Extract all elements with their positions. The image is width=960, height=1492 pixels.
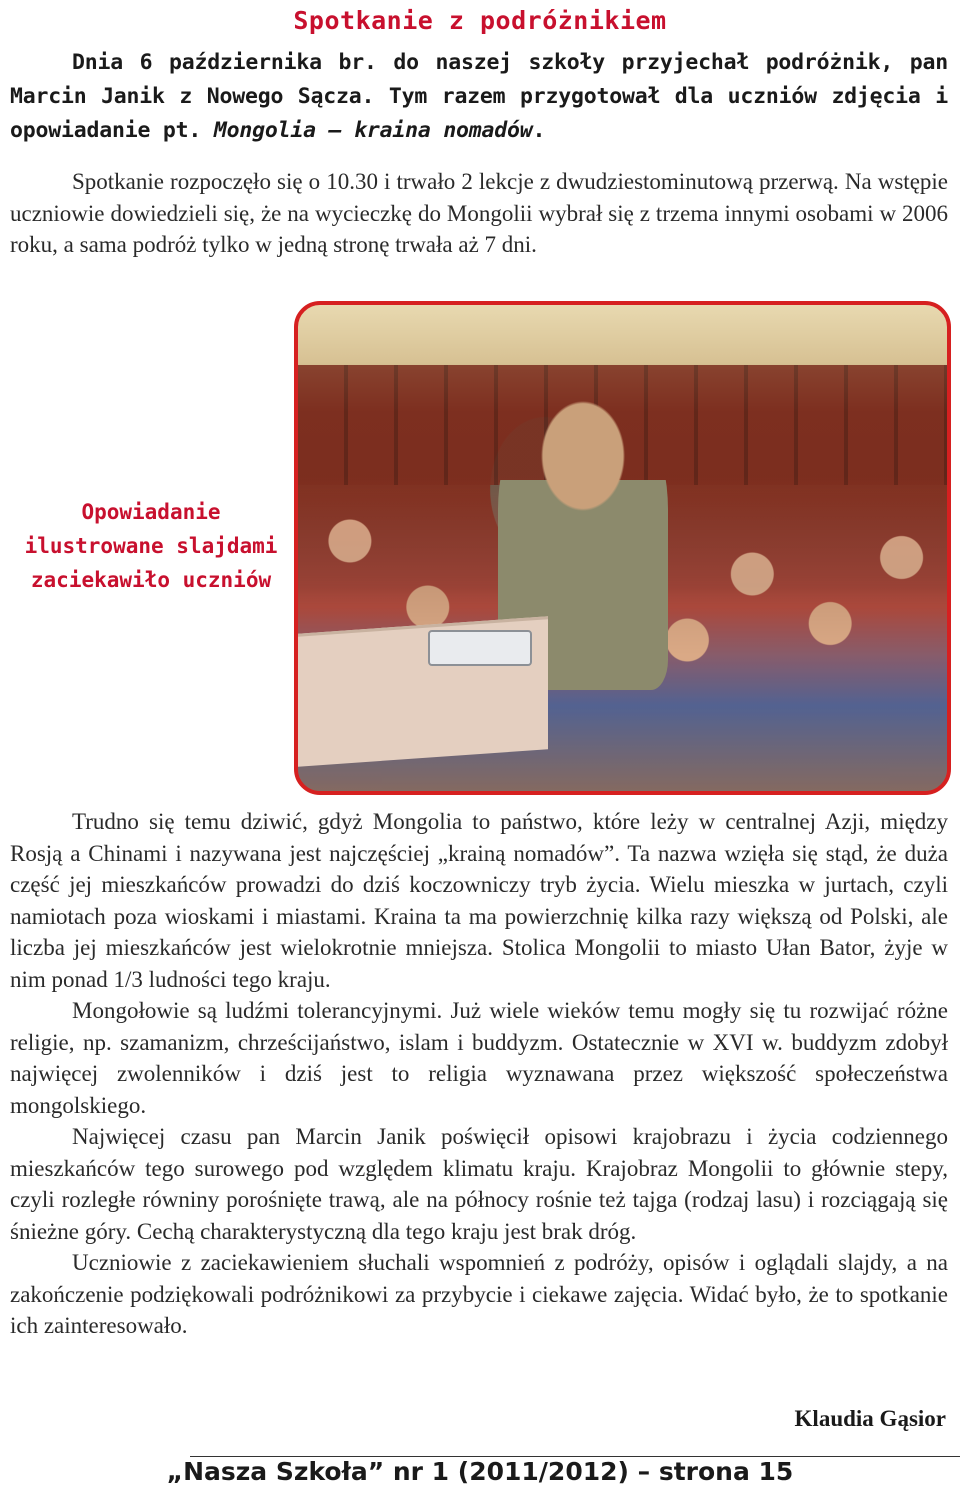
body-paragraph: Trudno się temu dziwić, gdyż Mongolia to państwo, które leży w centralnej Azji, między Rosją a Chinami i nazywana jest najczęściej „krainą nomadów”. Ta nazwa wzięła się stąd, że duża część jej mieszkańców prowadzi do dziś koczowniczy tryb życia. Wielu mieszka w jurtach, czyli namiotach poza wioskami i miastami. Kraina ta ma powierzchnię kilka razy większą od Polski, ale liczba jej mieszkańców jest wielokrotnie mniejsza. Stolica Mongolii to miasto Ułan Bator, żyje w nim ponad 1/3 ludności tego kraju. bbox=[10, 809, 948, 992]
article-lead bbox=[10, 46, 948, 148]
article-title: Spotkanie z podróżnikiem bbox=[293, 6, 667, 35]
article-photo bbox=[294, 301, 951, 795]
lead-end: . bbox=[532, 118, 546, 143]
article-body bbox=[10, 806, 948, 1342]
page-footer: „Nasza Szkoła” nr 1 (2011/2012) – strona 15 bbox=[166, 1457, 794, 1486]
body-paragraph: Najwięcej czasu pan Marcin Janik poświęcił opisowi krajobrazu i życia codziennego mieszkańców tego surowego pod względem klimatu kraju. Krajobraz Mongolii to głównie stepy, czyli rozległe równiny porośnięte trawą, ale na północy rośnie też tajga (rodzaj lasu) i rozciągają się śnieżne góry. Cechą charakterystyczną dla tego kraju jest brak dróg. bbox=[10, 1124, 948, 1244]
intro-paragraph: Spotkanie rozpoczęło się o 10.30 i trwało 2 lekcje z dwudziestominutową przerwą. Na wstępie uczniowie dowiedzieli się, że na wycieczkę do Mongolii wybrał się z trzema innymi osobami w 2006 roku, a sama podróż tylko w jedną stronę trwała aż 7 dni. bbox=[10, 169, 948, 257]
article-author: Klaudia Gąsior bbox=[794, 1406, 946, 1431]
lead-text: Dnia 6 października br. do naszej szkoły przyjechał podróżnik, pan Marcin Janik z Nowego Sącza. Tym razem przygotował dla uczniów zdjęcia i opowiadanie pt. bbox=[10, 50, 948, 143]
photo-caption: Opowiadanie ilustrowane slajdami zaciekawiło uczniów bbox=[24, 500, 278, 592]
intro-paragraph-block bbox=[10, 166, 948, 261]
lead-italic-title: Mongolia – kraina nomadów bbox=[213, 118, 533, 143]
body-paragraph: Mongołowie są ludźmi tolerancyjnymi. Już wiele wieków temu mogły się tu rozwijać różne religie, np. szamanizm, chrześcijaństwo, islam i buddyzm. Ostatecznie w XVI w. buddyzm zdobył najwięcej zwolenników i dziś jest to religia wyznawana przez większość społeczeństwa mongolskiego. bbox=[10, 998, 948, 1118]
photo-projector bbox=[428, 630, 532, 666]
body-paragraph: Uczniowie z zaciekawieniem słuchali wspomnień z podróży, opisów i oglądali slajdy, a na zakończenie podziękowali podróżnikowi za przybycie i ciekawe zajęcia. Widać było, że to spotkanie ich zainteresowało. bbox=[10, 1250, 948, 1338]
